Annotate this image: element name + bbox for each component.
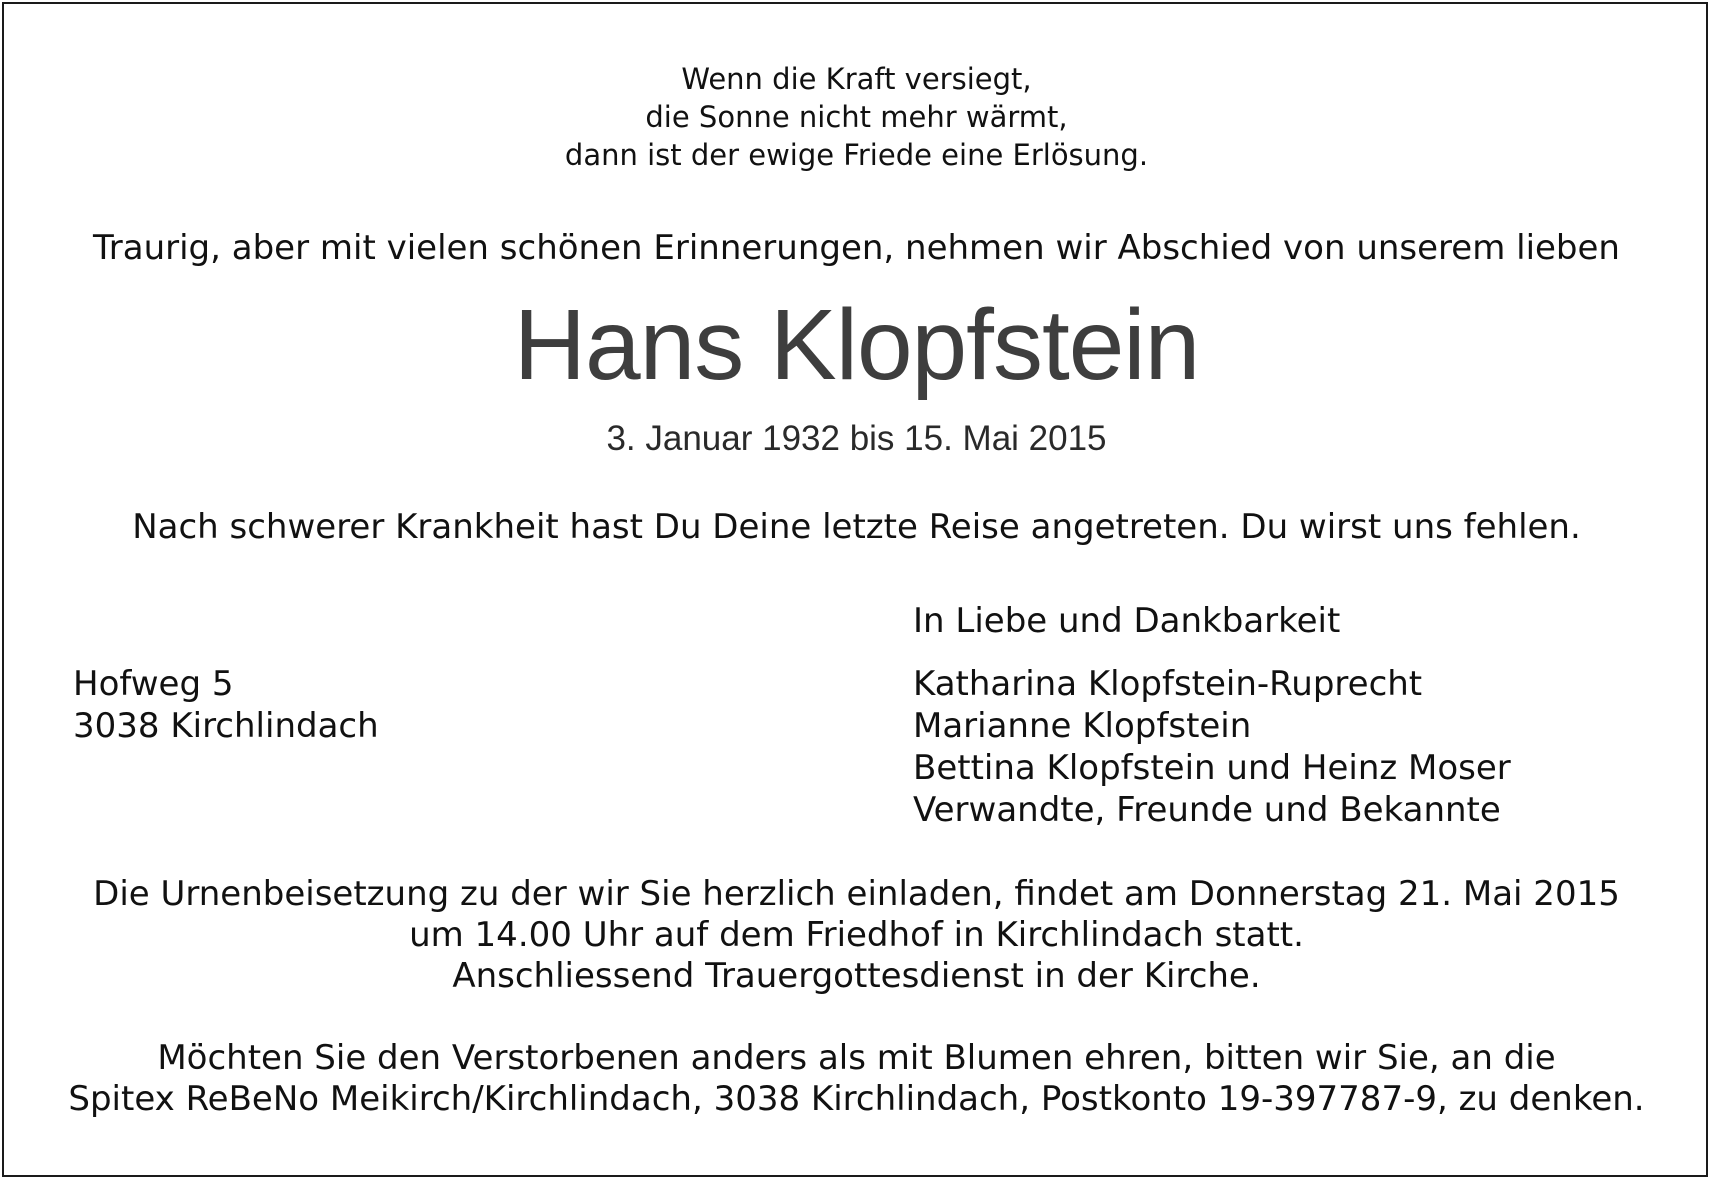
donation-line: Spitex ReBeNo Meikirch/Kirchlindach, 3038 Kirchlindach, Postkonto 19-397787-9, zu denken. (68, 1079, 1645, 1119)
mourner-name: Katharina Klopfstein-Ruprecht (913, 664, 1423, 704)
address-block (73, 663, 379, 747)
mourners-heading: In Liebe und Dankbarkeit (913, 601, 1341, 641)
ceremony-line: Anschliessend Trauergottesdienst in der Kirche. (452, 956, 1261, 996)
address-street: Hofweg 5 (73, 664, 234, 704)
ceremony-line: um 14.00 Uhr auf dem Friedhof in Kirchlindach statt. (409, 915, 1304, 955)
mourner-name: Marianne Klopfstein (913, 706, 1252, 746)
verse-line: dann ist der ewige Friede eine Erlösung. (564, 138, 1149, 172)
verse-line: die Sonne nicht mehr wärmt, (645, 100, 1068, 134)
address-city: 3038 Kirchlindach (73, 706, 379, 746)
mourner-name: Bettina Klopfstein und Heinz Moser (913, 748, 1511, 788)
farewell-text: Nach schwerer Krankheit hast Du Deine letzte Reise angetreten. Du wirst uns fehlen. (132, 507, 1581, 547)
life-dates: 3. Januar 1932 bis 15. Mai 2015 (606, 419, 1107, 458)
donation-line: Möchten Sie den Verstorbenen anders als mit Blumen ehren, bitten wir Sie, an die (157, 1038, 1556, 1078)
mourner-name: Verwandte, Freunde und Bekannte (913, 790, 1501, 830)
ceremony-line: Die Urnenbeisetzung zu der wir Sie herzlich einladen, findet am Donnerstag 21. Mai 2015 (93, 874, 1620, 914)
intro-text: Traurig, aber mit vielen schönen Erinnerungen, nehmen wir Abschied von unserem lieben (93, 228, 1620, 268)
donation-info (0, 1038, 1713, 1120)
verse-line: Wenn die Kraft versiegt, (681, 62, 1032, 96)
mourners-list (913, 663, 1511, 831)
ceremony-info (0, 874, 1713, 997)
deceased-name: Hans Klopfstein (513, 289, 1200, 401)
verse (0, 60, 1713, 174)
notice-border (2, 2, 1708, 1177)
